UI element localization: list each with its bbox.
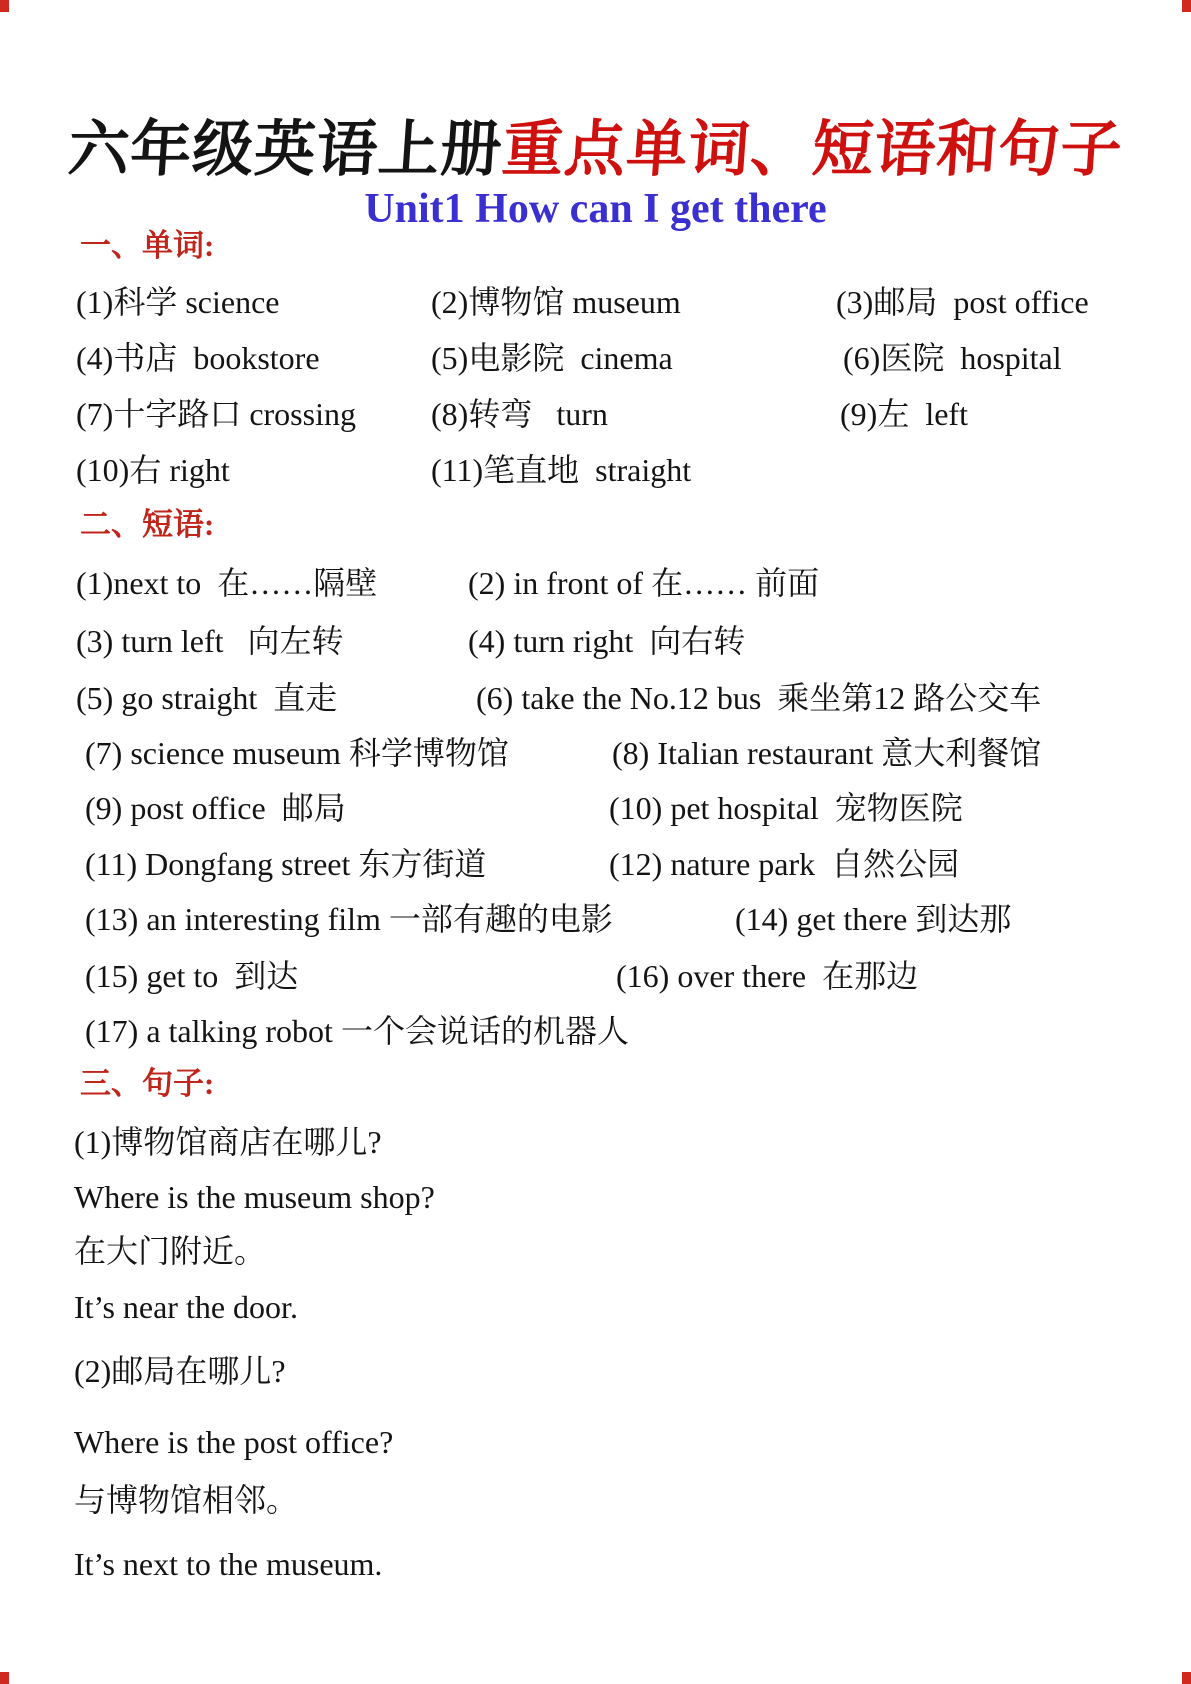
phrase-item: (11) Dongfang street 东方街道 — [85, 846, 487, 882]
sentence-text: Where is the post office? — [74, 1424, 394, 1460]
phrase-item: (15) get to 到达 — [85, 958, 299, 994]
word-item: (5)电影院 cinema — [431, 340, 673, 376]
phrase-item: (1)next to 在……隔壁 — [76, 565, 378, 601]
sentence-text: It’s near the door. — [74, 1289, 298, 1325]
sentence-text: 与博物馆相邻。 — [74, 1482, 299, 1518]
phrase-row — [0, 957, 1191, 1003]
word-item: (3)邮局 post office — [836, 284, 1089, 320]
sentence-line — [0, 1288, 1191, 1334]
sentence-line — [0, 1423, 1191, 1469]
word-item: (4)书店 bookstore — [76, 340, 320, 376]
sentence-text: 在大门附近。 — [74, 1233, 267, 1269]
phrase-row — [0, 564, 1191, 610]
phrase-item: (3) turn left 向左转 — [76, 623, 344, 659]
phrase-item: (2) in front of 在…… 前面 — [468, 565, 820, 601]
phrase-item: (7) science museum 科学博物馆 — [85, 735, 509, 771]
page-title — [0, 114, 1191, 183]
word-item: (9)左 left — [840, 396, 968, 432]
sentence-text: (2)邮局在哪儿? — [74, 1353, 286, 1389]
phrase-item: (9) post office 邮局 — [85, 790, 346, 826]
phrase-row — [0, 679, 1191, 725]
phrase-item: (16) over there 在那边 — [616, 958, 919, 994]
word-item: (11)笔直地 straight — [431, 452, 692, 488]
phrase-row — [0, 1012, 1191, 1058]
phrase-item: (12) nature park 自然公园 — [609, 846, 960, 882]
sentence-line — [0, 1178, 1191, 1224]
word-item: (1)科学 science — [76, 284, 280, 320]
word-row — [0, 283, 1191, 329]
phrase-row — [0, 622, 1191, 668]
unit-subtitle: Unit1 How can I get there — [364, 185, 827, 232]
sentence-text: (1)博物馆商店在哪儿? — [74, 1124, 382, 1160]
sentence-text: It’s next to the museum. — [74, 1546, 383, 1582]
corner-mark — [1182, 1672, 1191, 1684]
section-heading-sentences: 三、句子: — [80, 1066, 215, 1101]
phrase-item: (13) an interesting film 一部有趣的电影 — [85, 901, 613, 937]
sentence-line — [0, 1545, 1191, 1591]
word-item: (7)十字路口 crossing — [76, 396, 356, 432]
corner-mark — [0, 1672, 9, 1684]
phrase-item: (6) take the No.12 bus 乘坐第12 路公交车 — [476, 680, 1042, 716]
title-black-part: 六年级英语上册 — [66, 114, 505, 183]
sentence-line — [0, 1481, 1191, 1527]
word-item: (8)转弯 turn — [431, 396, 608, 432]
sentence-line — [0, 1352, 1191, 1398]
sentence-line — [0, 1123, 1191, 1169]
corner-mark — [1182, 0, 1191, 12]
phrase-item: (8) Italian restaurant 意大利餐馆 — [612, 735, 1042, 771]
section-heading-words: 一、单词: — [80, 228, 215, 263]
word-item: (2)博物馆 museum — [431, 284, 681, 320]
phrase-item: (5) go straight 直走 — [76, 680, 338, 716]
word-row — [0, 451, 1191, 497]
corner-mark — [0, 0, 9, 12]
section-heading-phrases: 二、短语: — [80, 507, 215, 542]
word-row — [0, 395, 1191, 441]
sentence-text: Where is the museum shop? — [74, 1179, 435, 1215]
word-item: (6)医院 hospital — [843, 340, 1062, 376]
phrase-item: (17) a talking robot 一个会说话的机器人 — [85, 1013, 629, 1049]
phrase-item: (10) pet hospital 宠物医院 — [609, 790, 963, 826]
word-row — [0, 339, 1191, 385]
phrase-item: (14) get there 到达那 — [735, 901, 1012, 937]
phrase-row — [0, 845, 1191, 891]
title-red-part: 重点单词、短语和句子 — [500, 114, 1125, 183]
phrase-row — [0, 734, 1191, 780]
word-item: (10)右 right — [76, 452, 230, 488]
phrase-row — [0, 900, 1191, 946]
sentence-line — [0, 1232, 1191, 1278]
phrase-row — [0, 789, 1191, 835]
phrase-item: (4) turn right 向右转 — [468, 623, 746, 659]
